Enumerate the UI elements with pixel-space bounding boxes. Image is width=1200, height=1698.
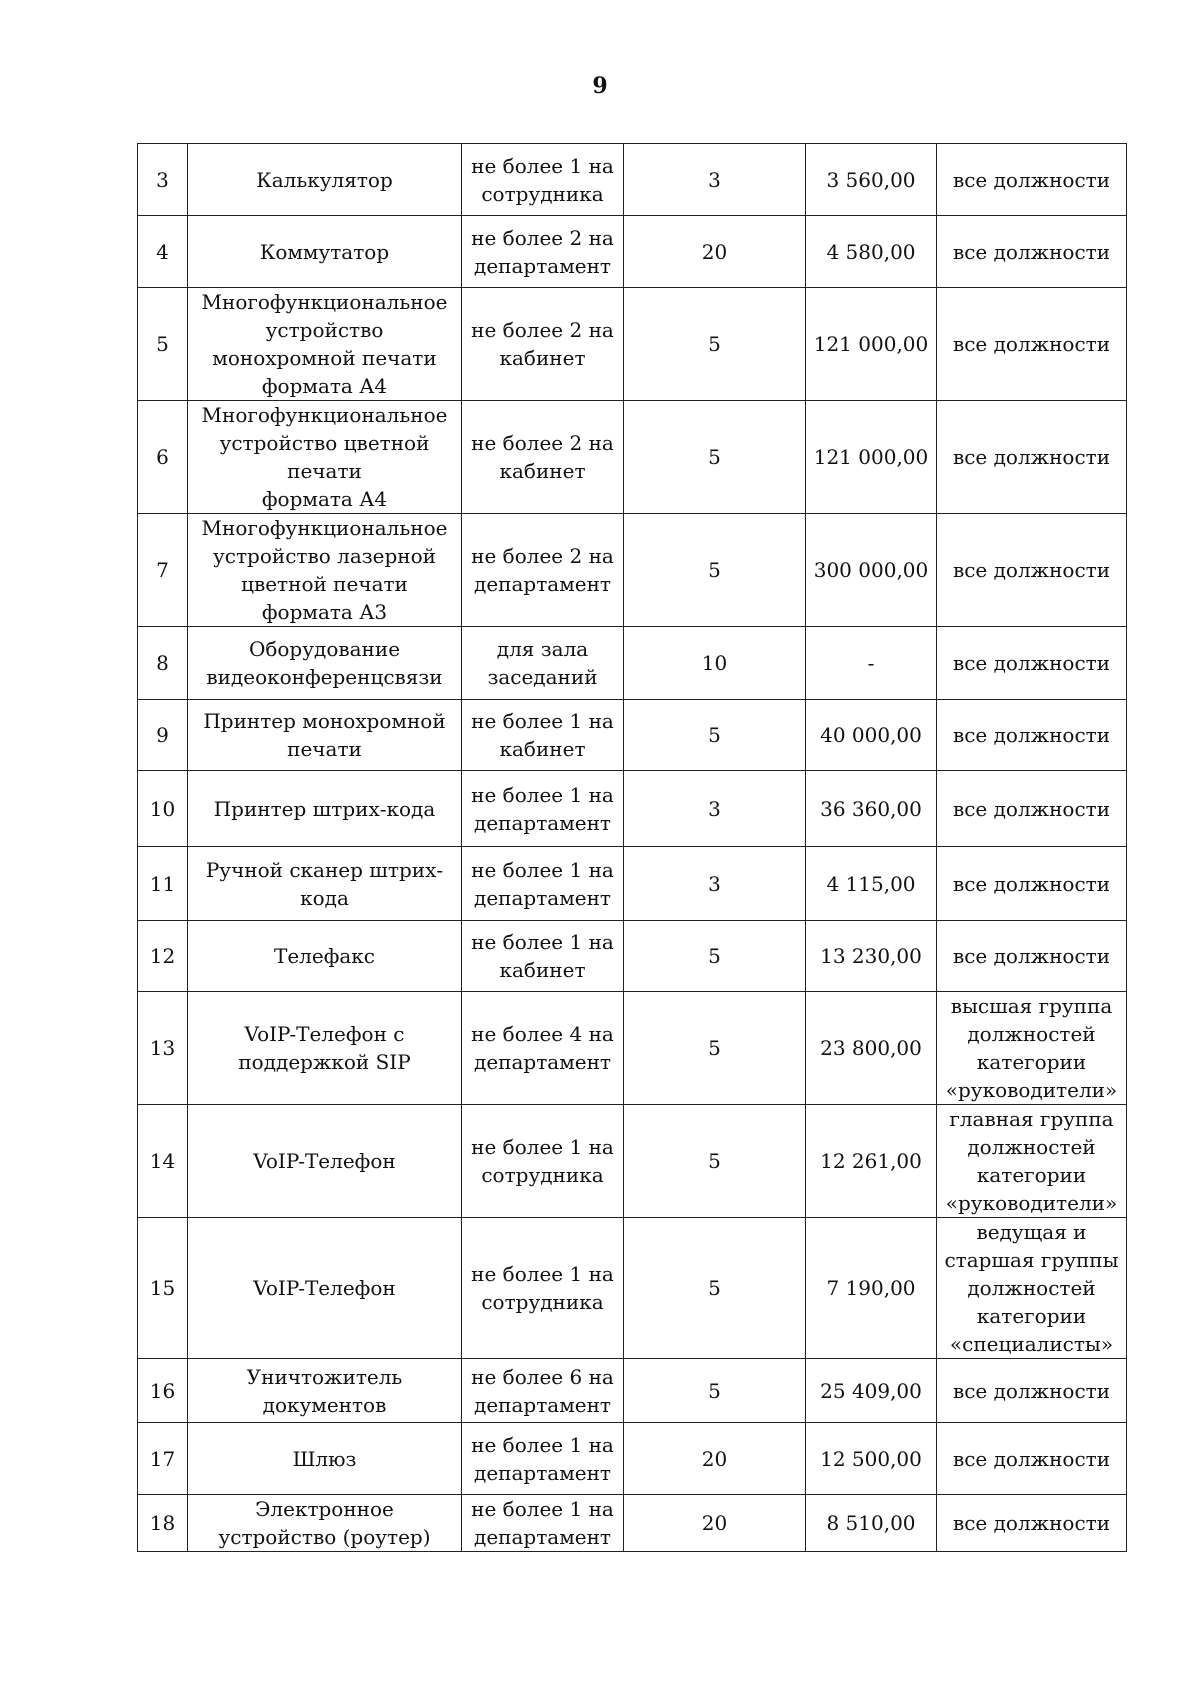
item-years: 5 — [624, 1359, 806, 1423]
item-years: 5 — [624, 992, 806, 1105]
table-row — [138, 700, 1127, 771]
item-name: Многофункциональное устройство цветной печати формата А4 — [188, 401, 462, 514]
item-price: 40 000,00 — [806, 700, 937, 771]
item-name: Телефакс — [188, 921, 462, 992]
row-number: 14 — [138, 1105, 188, 1218]
item-norm: не более 1 на департамент — [462, 1423, 624, 1495]
item-norm: не более 1 на сотрудника — [462, 1218, 624, 1359]
item-norm: не более 2 на департамент — [462, 216, 624, 288]
row-number: 7 — [138, 514, 188, 627]
item-price: 121 000,00 — [806, 401, 937, 514]
row-number: 12 — [138, 921, 188, 992]
table-row — [138, 1105, 1127, 1218]
item-positions: ведущая и старшая группы должностей категории «специалисты» — [937, 1218, 1127, 1359]
item-years: 3 — [624, 144, 806, 216]
item-norm: не более 1 на сотрудника — [462, 144, 624, 216]
table-row — [138, 216, 1127, 288]
item-years: 5 — [624, 1218, 806, 1359]
item-price: 7 190,00 — [806, 1218, 937, 1359]
item-norm: не более 1 на департамент — [462, 847, 624, 921]
item-years: 5 — [624, 514, 806, 627]
item-name: Ручной сканер штрих- кода — [188, 847, 462, 921]
table-row — [138, 1423, 1127, 1495]
item-years: 10 — [624, 627, 806, 700]
item-price: 8 510,00 — [806, 1495, 937, 1552]
item-positions: все должности — [937, 1359, 1127, 1423]
item-positions: все должности — [937, 401, 1127, 514]
table-row — [138, 847, 1127, 921]
item-price: - — [806, 627, 937, 700]
item-years: 5 — [624, 700, 806, 771]
item-norm: не более 1 на департамент — [462, 771, 624, 847]
item-years: 5 — [624, 401, 806, 514]
item-norm: не более 1 на сотрудника — [462, 1105, 624, 1218]
item-positions: все должности — [937, 771, 1127, 847]
item-name: Калькулятор — [188, 144, 462, 216]
item-positions: высшая группа должностей категории «руководители» — [937, 992, 1127, 1105]
row-number: 5 — [138, 288, 188, 401]
row-number: 3 — [138, 144, 188, 216]
item-years: 20 — [624, 1423, 806, 1495]
item-price: 300 000,00 — [806, 514, 937, 627]
table-row — [138, 1495, 1127, 1552]
item-name: VoIP-Телефон — [188, 1105, 462, 1218]
item-price: 25 409,00 — [806, 1359, 937, 1423]
row-number: 18 — [138, 1495, 188, 1552]
item-price: 12 261,00 — [806, 1105, 937, 1218]
item-price: 4 580,00 — [806, 216, 937, 288]
item-years: 3 — [624, 771, 806, 847]
item-name: Многофункциональное устройство монохромной печати формата А4 — [188, 288, 462, 401]
item-years: 5 — [624, 288, 806, 401]
item-positions: все должности — [937, 627, 1127, 700]
item-positions: все должности — [937, 700, 1127, 771]
item-positions: все должности — [937, 921, 1127, 992]
row-number: 17 — [138, 1423, 188, 1495]
table-row — [138, 144, 1127, 216]
row-number: 13 — [138, 992, 188, 1105]
item-name: VoIP-Телефон — [188, 1218, 462, 1359]
item-norm: не более 1 на департамент — [462, 1495, 624, 1552]
table-row — [138, 992, 1127, 1105]
table-row — [138, 514, 1127, 627]
item-positions: главная группа должностей категории «руководители» — [937, 1105, 1127, 1218]
table-row — [138, 1218, 1127, 1359]
table-row — [138, 288, 1127, 401]
item-name: VoIP-Телефон с поддержкой SIP — [188, 992, 462, 1105]
item-positions: все должности — [937, 288, 1127, 401]
table-row — [138, 627, 1127, 700]
item-positions: все должности — [937, 514, 1127, 627]
table-row — [138, 921, 1127, 992]
item-price: 4 115,00 — [806, 847, 937, 921]
item-price: 12 500,00 — [806, 1423, 937, 1495]
item-norm: не более 2 на кабинет — [462, 288, 624, 401]
item-years: 20 — [624, 216, 806, 288]
row-number: 8 — [138, 627, 188, 700]
item-name: Электронное устройство (роутер) — [188, 1495, 462, 1552]
item-norm: не более 1 на кабинет — [462, 700, 624, 771]
item-positions: все должности — [937, 847, 1127, 921]
row-number: 10 — [138, 771, 188, 847]
item-norm: не более 4 на департамент — [462, 992, 624, 1105]
equipment-table — [137, 143, 1127, 1552]
item-positions: все должности — [937, 1495, 1127, 1552]
row-number: 11 — [138, 847, 188, 921]
item-norm: не более 2 на департамент — [462, 514, 624, 627]
item-price: 23 800,00 — [806, 992, 937, 1105]
item-years: 5 — [624, 1105, 806, 1218]
item-positions: все должности — [937, 216, 1127, 288]
item-years: 3 — [624, 847, 806, 921]
item-name: Коммутатор — [188, 216, 462, 288]
item-norm: для зала заседаний — [462, 627, 624, 700]
item-name: Шлюз — [188, 1423, 462, 1495]
item-years: 20 — [624, 1495, 806, 1552]
item-positions: все должности — [937, 1423, 1127, 1495]
item-name: Многофункциональное устройство лазерной цветной печати формата А3 — [188, 514, 462, 627]
row-number: 15 — [138, 1218, 188, 1359]
item-norm: не более 6 на департамент — [462, 1359, 624, 1423]
item-price: 36 360,00 — [806, 771, 937, 847]
row-number: 4 — [138, 216, 188, 288]
item-name: Оборудование видеоконференцсвязи — [188, 627, 462, 700]
page-number: 9 — [592, 73, 608, 99]
row-number: 16 — [138, 1359, 188, 1423]
item-norm: не более 2 на кабинет — [462, 401, 624, 514]
table-row — [138, 771, 1127, 847]
item-positions: все должности — [937, 144, 1127, 216]
item-name: Уничтожитель документов — [188, 1359, 462, 1423]
item-price: 121 000,00 — [806, 288, 937, 401]
item-name: Принтер штрих-кода — [188, 771, 462, 847]
item-name: Принтер монохромной печати — [188, 700, 462, 771]
table-body — [138, 144, 1127, 1552]
row-number: 9 — [138, 700, 188, 771]
table-row — [138, 1359, 1127, 1423]
table-row — [138, 401, 1127, 514]
item-price: 3 560,00 — [806, 144, 937, 216]
item-norm: не более 1 на кабинет — [462, 921, 624, 992]
item-years: 5 — [624, 921, 806, 992]
item-price: 13 230,00 — [806, 921, 937, 992]
row-number: 6 — [138, 401, 188, 514]
